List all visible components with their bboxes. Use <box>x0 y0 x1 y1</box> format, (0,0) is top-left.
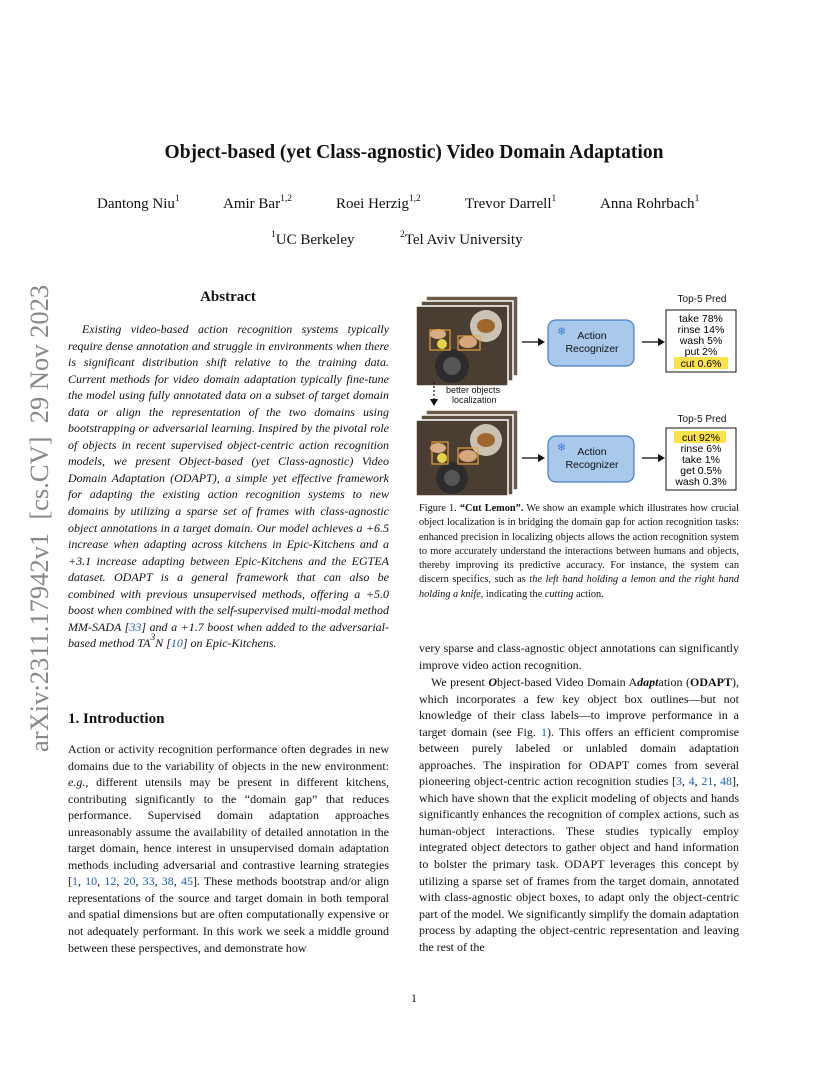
author-5: Anna Rohrbach$^1$ <box>600 194 700 212</box>
citation-link[interactable]: 48 <box>720 774 733 789</box>
video-frames-bottom <box>416 410 518 496</box>
arrow-note-line-2: localization <box>452 395 497 405</box>
citation-link[interactable]: 12 <box>104 874 117 889</box>
citation-link[interactable]: 21 <box>701 774 714 789</box>
recognizer-label-line-2: Recognizer <box>565 459 619 471</box>
citation-link[interactable]: 45 <box>180 874 193 889</box>
arxiv-sidebar <box>8 280 58 760</box>
figure-1 <box>412 286 744 498</box>
citation-link[interactable]: 20 <box>123 874 136 889</box>
citation-link[interactable]: 1 <box>72 874 78 889</box>
pred-item: take 78% <box>679 313 723 325</box>
affiliation-2: $^2$Tel Aviv University <box>400 230 523 248</box>
author-1: Dantong Niu$^1$ <box>97 194 180 212</box>
paper-title: Object-based (yet Class-agnostic) Video Domain Adaptation <box>164 142 664 163</box>
citation-link[interactable]: 10 <box>85 874 98 889</box>
citation-link[interactable]: 3 <box>675 774 682 789</box>
section-heading-introduction: 1. Introduction <box>68 711 165 727</box>
author-3: Roei Herzig$^{1,2}$ <box>336 194 421 212</box>
citation-link[interactable]: 10 <box>170 636 183 651</box>
author-4: Trevor Darrell$^1$ <box>465 194 557 212</box>
pred-item: cut 92% <box>682 432 720 444</box>
body-paragraph: We present Object-based Video Domain Adaptation (ODAPT), which incorporates a few key object box outlines—but not knowledge of their class labels—to improve performance in a target domain (see Fig. 1). This offers an efficient compromise between purely labeled or unlabled domain adaptation approaches. The inspiration for ODAPT comes from several pioneering object-centric action recognition studies [3, 4, 21, 48], which have shown that the explicit modeling of objects and hands significantly enhances the recognition of complex actions, such as human-object interactions. These studies typically employ integrated object detectors to gather object and hand information to bolster the primary task. ODAPT leverages this concept by utilizing a sparse set of frames from the target domain, annotated with class-agnostic object boxes, to adapt only the object-centric part of the model. We significantly simplify the domain adaptation process by adapting the object-centric representation and leaving the rest of the <box>419 675 740 954</box>
page-number: 1 <box>411 991 417 1005</box>
pred-item: wash 5% <box>679 335 723 347</box>
pred-item: rinse 14% <box>677 324 725 336</box>
pred-item: put 2% <box>684 346 718 358</box>
snowflake-icon: ❄ <box>557 326 567 338</box>
citation-link[interactable]: 33 <box>129 619 142 634</box>
snowflake-icon: ❄ <box>557 442 567 454</box>
arxiv-id: arXiv:2311.17942v1 [cs.CV] 29 Nov 2023 <box>24 284 54 752</box>
intro-paragraph: Action or activity recognition performance often degrades in new domains due to the variability of objects in the new environment: e.g., different utensils may be present in different kitchens, contributing significantly to the “domain gap” that reduces performance. Supervised domain adaptation approaches unreasonably assume the availability of detailed annotation in the target domain, hence interest in unsupervised domain adaptation methods including adversarial and contrastive learning strategies [1, 10, 12, 20, 33, 38, 45]. These methods bootstrap and/or align representations of the source and target domain in both temporal and spatial dimensions but are often computationally expensive or not adequately performant. In this work we seek a middle ground between these perspectives, and demonstrate how <box>68 742 390 955</box>
citation-link[interactable]: 38 <box>161 874 174 889</box>
citation-link[interactable]: 4 <box>688 774 695 789</box>
figure-caption: Figure 1. “Cut Lemon”. We show an example which illustrates how crucial object localization is in bridging the domain gap for action recognition tasks: enhanced precision in localizing objects allows the action recognition system to more accurately understand the interactions between humans and objects, thereby improving its predictive accuracy. For instance, the system can discern specifics, such as the left hand holding a lemon and the right hand holding a knife, indicating the cutting action. <box>419 503 739 600</box>
affiliation-1: $^1$UC Berkeley <box>271 230 355 248</box>
abstract-text: Existing video-based action recognition systems typically require dense annotation and struggle in environments when there is significant distribution shift relative to the training data. Current methods for video domain adaptation typically fine-tune the model using fully annotated data on a subset of target domain data or align the representation of the two domains using bootstrapping or adversarial learning. Inspired by the pivotal role of objects in recent supervised object-centric action recognition models, we present Object-based (yet Class-agnostic) Video Domain Adaptation (ODAPT), a simple yet effective framework for adapting the existing action recognition systems to new domains by utilizing a sparse set of frames with class-agnostic object annotations in a target domain. Our model achieves a +6.5 increase when adapting across kitchens in Epic-Kitchens and a +3.1 increase adapting between Epic-Kitchens and the EGTEA dataset. ODAPT is a general framework that can also be combined with previous unsupervised methods, offering a +5.0 boost when combined with the self-supervised multi-modal method MM-SADA [33] and a +1.7 boost when added to the adversarial-based method $TA^3N$ [10] on Epic-Kitchens. <box>68 322 389 651</box>
citation-link[interactable]: 33 <box>142 874 155 889</box>
pred-item: get 0.5% <box>680 465 722 477</box>
arrow-note-line-1: better objects <box>446 385 501 395</box>
author-2: Amir Bar$^{1,2}$ <box>223 194 292 212</box>
video-frames-top <box>416 296 518 386</box>
recognizer-label-line-2: Recognizer <box>565 343 619 355</box>
pred-item: rinse 6% <box>680 443 722 455</box>
pred-item: wash 0.3% <box>675 476 727 488</box>
pred-title-bottom: Top-5 Pred <box>677 414 727 425</box>
pred-item: take 1% <box>682 454 720 466</box>
figure-ref-link[interactable]: 1 <box>541 724 547 739</box>
body-paragraph: very sparse and class-agnostic object annotations can significantly improve video action recognition. <box>419 641 739 672</box>
recognizer-label-line-1: Action <box>577 330 607 342</box>
recognizer-label-line-1: Action <box>577 446 607 458</box>
pred-item: cut 0.6% <box>680 358 722 370</box>
abstract-heading: Abstract <box>200 289 256 305</box>
pred-title-top: Top-5 Pred <box>677 294 727 305</box>
